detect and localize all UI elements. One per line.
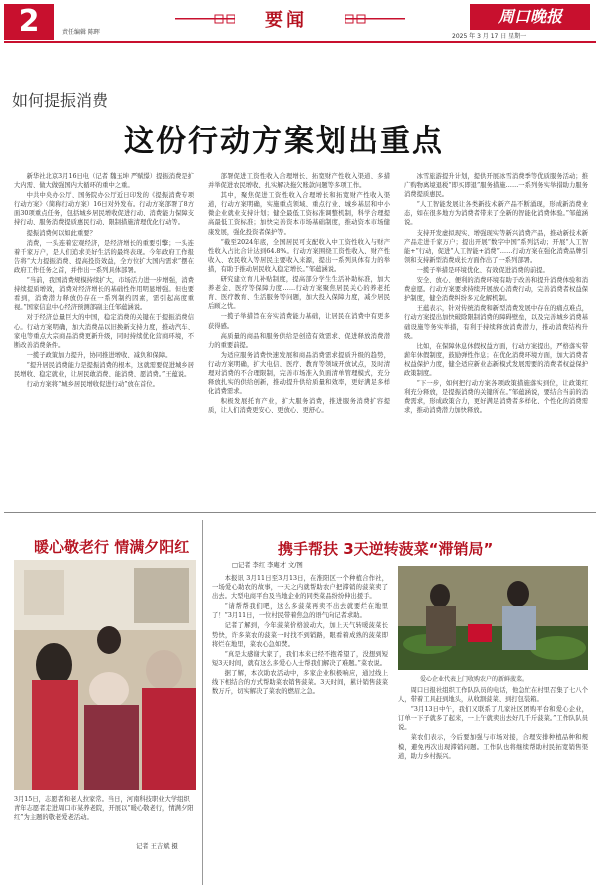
section-divider: [4, 512, 596, 513]
elderly-volunteers-photo: [14, 560, 196, 790]
paragraph: 行动方案将“城乡居民增收促进行动”放在首位。: [26, 381, 159, 389]
paragraph: “截至2024年底，全国居民可支配收入中工资性收入与财产性收入占比合计达到64.8%。行动方案围绕工资性收入、财产性收入、农民收入等居民主要收入来源，提出一系列具体有力的举措，有助于推动居民收入稳定增长。”邹蕴涵说。: [208, 238, 390, 273]
newspaper-logo: 周口晚报: [470, 4, 590, 30]
paragraph: 提振消费何以如此重要？: [26, 229, 96, 237]
header-rule: [4, 41, 596, 43]
paragraph: 高质量的商品和服务供给是创造有效需求、促进释放消费潜力的重要前提。: [208, 332, 390, 349]
paragraph: 研究建立育儿补贴制度，提高部分学生生活补助标准，加大养老金、医疗等保障力度……行动方案聚焦居民关心的养老托育、医疗教育、生活服务等问题，加大投入保障力度，减少居民后顾之忧。: [208, 276, 390, 311]
photo-credit: 记者 王吉斌 摄: [136, 843, 178, 850]
article-column-3: [404, 172, 588, 507]
paragraph: 周口日报社组织工作队队员的电话，他急忙在村里召集了七八个人，带着工具赶到地头，从收割菠菜、到打包装箱。: [398, 687, 588, 704]
article2-title: 携手帮扶 3天逆转菠菜“滞销局”: [278, 540, 494, 558]
paragraph: 消费，一头连着宏观经济，是经济增长的重要引擎；一头连着千家万户，是人们追求美好生活的最终表现。今年政府工作报告将“大力提振消费、提高投资效益，全方位扩大国内需求”摆在政府工作任务之首，并作出一系列具体部署。: [14, 239, 194, 274]
photo-story-caption: 3月15日，志愿者和老人拉家常。当日，河南科技职业大学组织青年志愿者走进周口市某养老院，开展以“暖心敬老行，情满夕阳红”为主题的敬老爱老活动。: [14, 796, 194, 821]
paragraph: 比如，在保障休息休假权益方面，行动方案提出，严格落实带薪年休假制度，鼓励弹性作息；在优化消费环境方面，加大消费者权益保护力度，健全适应新业态新模式发展需要的消费者权益保护政策制度。: [404, 342, 588, 377]
section-title: 要闻: [265, 10, 307, 31]
page-header: [0, 0, 600, 40]
article-column-2: [208, 172, 390, 507]
paragraph: 安全、放心、便利的消费环境有助于改善和提升消费体验和消费意愿。行动方案要求持续开展放心消费行动，完善消费者权益保护制度，健全消费纠纷多元化解机制。: [404, 277, 588, 303]
paragraph: 对于经济总量巨大的中国，稳定消费的关键在于提振消费信心。行动方案明确，加大消费品以旧换新支持力度，推动汽车、家电等重点大宗商品消费更新升级，同时持续优化营商环境，不断改善消费条件。: [14, 314, 194, 349]
paragraph: 一揽子举措是环境优化、有效促进消费的前提。: [416, 266, 549, 274]
paragraph: “真是太感谢大家了，我们本来已经不抱希望了，没想到短短3天时间，就有这么多爱心人士帮我们解决了难题。”菜农说。: [212, 650, 388, 667]
issue-date: 2025 年 3 月 17 日 星期一: [452, 33, 527, 40]
article-column-1: [14, 172, 194, 507]
paragraph: 新华社北京3月16日电（记者 魏玉坤 严赋憬）提振消费是扩大内需、做大做强国内大循环的重中之重。: [14, 173, 194, 190]
paragraph: 一揽子政策加力提升，协同推进增收、减负和保障。: [26, 351, 172, 359]
article-headline: 这份行动方案划出重点: [124, 124, 444, 159]
spinach-harvest-photo: [398, 566, 588, 670]
paragraph: “请帮帮我们吧，这么多菠菜再卖不出去就要烂在地里了！”3月11日，一位村民带着焦急的语气向记者求助。: [212, 603, 388, 620]
article-kicker: 如何提振消费: [12, 91, 109, 110]
paragraph: “当前，我国消费规模持续扩大，市场活力进一步增强，消费持续提质增效，消费对经济增长的基础性作用明显增强。但也要看到，消费潜力释放仍存在一系列制约因素，需引起高度重视。”国家信息中心经济预测部副主任邹蕴涵说。: [14, 277, 194, 312]
paragraph: 本报讯 3月11日至3月13日，在淮阳区一个种植合作社，一场爱心助农的故事，一天之内就帮助农户把滞销的菠菜卖了出去。大型电商平台及当地企业的同类菜品纷纷伸出援手。: [212, 575, 388, 601]
paragraph: “3月13日中午，我们又联系了几家社区团购平台和爱心企业，订单一下子就多了起来，一上午就卖出去好几千斤菠菜。”工作队队员说。: [398, 706, 588, 732]
paragraph: 菜农们表示，今后要加强与市场对接，合理安排种植品种和规模，避免再次出现滞销问题。工作队也将继续帮助村民拓宽销售渠道，助力乡村振兴。: [398, 734, 588, 760]
editor-line: 责任编辑 陈晖: [62, 29, 100, 36]
paragraph: 据了解，本次助农活动中，多家企业积极响应，通过线上线下相结合的方式帮助菜农销售菠菜。3天时间，累计销售菠菜数万斤，切实解决了菜农的燃眉之急。: [212, 669, 388, 696]
column-divider: [202, 520, 203, 885]
paragraph: “人工智能发展让各类新技术新产品不断涌现，形成新消费业态，如在很多地方为消费者带来了全新的智能化消费体验。”邹蕴涵说。: [404, 201, 588, 227]
paragraph: “提升居民消费能力是提振消费的根本，这就需要促进城乡居民增收、稳定就业，让居民敢消费、能消费、愿消费。”王蕴说。: [14, 361, 194, 378]
paragraph: 一揽子举措旨在夯实消费能力基础，让居民在消费中有更多获得感。: [208, 313, 390, 330]
paragraph: 中共中央办公厅、国务院办公厅近日印发的《提振消费专项行动方案》（简称行动方案）16日对外发布。行动方案部署了8方面30项重点任务，包括城乡居民增收促进行动、消费能力保障支持行动、服务消费提质惠民行动、限制措施清理优化行动等。: [14, 192, 194, 227]
page-number: 2: [4, 4, 54, 40]
header-ornament-right-icon: [345, 14, 405, 24]
paragraph: 积极发展托育产业，扩大服务消费，推进服务消费扩容提质，让人们消费更安心、更放心、更舒心。: [208, 398, 390, 415]
paragraph: 其中，聚焦促进工资性收入合理增长和拓宽财产性收入渠道，行动方案明确，实施重点领域、重点行业、城乡基层和中小微企业就业支持计划；健全最低工资标准调整机制，科学合理提高最低工资标准；加快完善资本市场基础制度，推动资本市场健康发展，强化投资者保护等。: [208, 192, 390, 236]
paragraph: 为适应服务消费快速发展和商品消费需求提质升级的趋势，行动方案明确，扩大电信、医疗、教育等领域开放试点，及时清理对消费的不合理限制，完善市场准入负面清单管理模式，充分释放扎实的供给创新，推动提升供给质量和效率，更好满足多样化消费需求。: [208, 351, 390, 396]
photo-story-title: 暖心敬老行 情满夕阳红: [34, 538, 190, 556]
article2-photo-caption: 爱心企业代表上门收购农户的新鲜菠菜。: [420, 676, 529, 683]
article2-column-1: [212, 574, 388, 874]
paragraph: 部署促进工资性收入合理增长、拓宽财产性收入渠道、多措并举促进农民增收、扎实解决拖欠账款问题等多项工作。: [208, 173, 390, 190]
header-ornament-left-icon: [175, 14, 235, 24]
paragraph: 王蕴表示，针对传统消费和新型消费发展中存在的痛点难点，行动方案提出加快破除限制消费的障碍壁垒，以及完善城乡消费基础设施等务实举措，有利于持续释放消费潜力，推动消费结构升级。: [404, 305, 588, 340]
paragraph: 记者了解到，今年菠菜价格波动大，加上天气转暖菠菜长势快，许多菜农的菠菜一时找不到销路，眼看着成熟的菠菜即将烂在地里，菜农心急如焚。: [212, 622, 388, 648]
paragraph: “下一步，如何把行动方案各项政策措施落实到位，让政策红利充分释放，是提振消费的关键所在。”邹蕴涵说，要结合当前的消费需求，形成政策合力，更好满足消费者多样化、个性化的消费需求，推动消费潜力加快释放。: [404, 380, 588, 415]
paragraph: 冰雪旅游提升计划，提供开展冰雪消费季等优质服务活动；推广购物离境退税“即买即退”服务措施……一系列务实举措助力服务消费提质惠民。: [404, 173, 588, 199]
article2-byline: □记者 李红 李庵才 文/图: [232, 562, 303, 569]
paragraph: 支持开发虚拟现实、增强现实等新兴消费产品，推动新技术新产品走进千家万户；提出开展“数字中国”系列活动；开展“人工智能+”行动，促进“人工智能+消费”……行动方案在强化消费品牌引领和支持新型消费成长方面作出了一系列部署。: [404, 229, 588, 264]
article2-column-2: [398, 686, 588, 876]
